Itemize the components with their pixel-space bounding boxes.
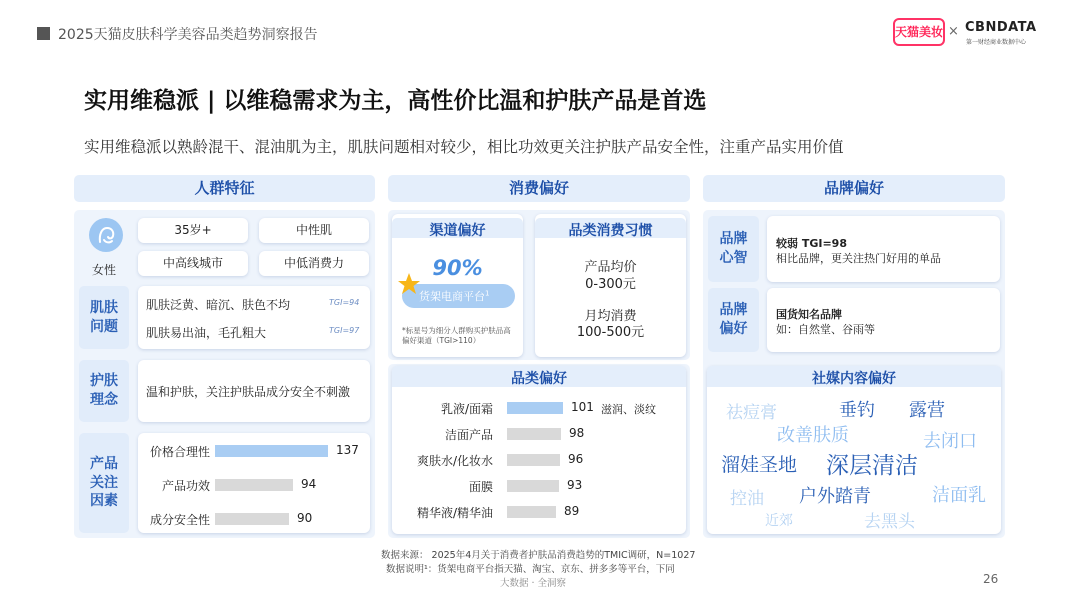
bar — [507, 402, 563, 414]
word-cloud-item: 去闭口 — [923, 431, 977, 452]
channel-name-text: 货架电商平台 — [419, 290, 485, 303]
word-cloud-item: 垂钓 — [839, 400, 875, 421]
brand-mind-text: 相比品牌，更关注热门好用的单品 — [776, 252, 941, 265]
monthly-spend-label: 月均消费 — [584, 309, 637, 324]
word-cloud-item: 控油 — [730, 489, 764, 509]
pill-city-tier: 中高线城市 — [138, 251, 248, 276]
brand-mind-label-text: 品牌心智 — [719, 231, 748, 266]
brand-pref-title: 国货知名品牌 — [776, 308, 842, 321]
bar — [507, 480, 559, 492]
factor-label — [79, 433, 129, 533]
bar-note: 滋润、淡纹 — [601, 403, 656, 416]
cbndata-logo: CBNDATA — [965, 20, 1037, 35]
bar — [215, 479, 293, 491]
pill-age: 35岁+ — [138, 218, 248, 243]
channel-title: 渠道偏好 — [429, 223, 486, 239]
bar-category-label: 价格合理性 — [149, 445, 210, 459]
column-header-crowd: 人群特征 — [74, 175, 375, 202]
bar-category-label: 爽肤水/化妆水 — [416, 454, 493, 468]
channel-value: 90% — [432, 256, 483, 280]
skin-issue-2-tgi: TGI=97 — [329, 326, 360, 335]
star-icon — [396, 271, 422, 297]
tmall-logo: 天猫美妆 — [893, 18, 945, 46]
bar-value-label: 94 — [301, 477, 317, 491]
channel-note: *标星号为细分人群购买护肤品高偏好渠道（TGI>110） — [402, 326, 511, 346]
brand-mind-label — [708, 216, 759, 282]
bar-value-label: 96 — [568, 452, 584, 466]
category-title: 品类偏好 — [511, 371, 567, 387]
page-number: 26 — [983, 572, 999, 586]
gender-label: 女性 — [92, 263, 117, 277]
concept-label-text: 护肤理念 — [90, 373, 118, 408]
word-cloud-item: 洁面乳 — [932, 485, 986, 506]
concept-label — [79, 360, 129, 422]
skin-issue-label — [79, 286, 129, 349]
cbndata-logo-sub: 第一财经商业数据中心 — [966, 39, 1027, 46]
pill-skin-type: 中性肌 — [259, 218, 369, 243]
factor-label-text: 产品关注因素 — [90, 455, 118, 510]
footer-note: 数据说明¹：货架电商平台指天猫、淘宝、京东、拼多多等平台，下同 — [386, 564, 675, 575]
skin-issue-2: 肌肤易出油，毛孔粗大 — [146, 326, 267, 340]
category-bar-chart — [392, 394, 686, 526]
word-cloud-item: 溜娃圣地 — [721, 454, 798, 476]
bar-category-label: 精华液/精华油 — [416, 506, 493, 520]
bar-category-label: 乳液/面霜 — [440, 402, 493, 416]
bar-value-label: 93 — [567, 478, 583, 492]
avg-price-value: 0-300元 — [585, 277, 636, 292]
bar-value-label: 137 — [336, 443, 359, 457]
word-cloud-item: 改善肤质 — [777, 425, 849, 446]
monthly-spend-value: 100-500元 — [576, 325, 645, 340]
footer-source: 数据来源： 2025年4月关于消费者护肤品消费趋势的TMIC调研，N=1027 — [381, 550, 696, 561]
logo-separator: × — [948, 24, 959, 39]
bar-value-label: 90 — [297, 511, 313, 525]
factor-bar-chart — [138, 433, 370, 533]
female-avatar-icon — [89, 218, 123, 252]
header-square — [37, 27, 50, 40]
bar — [507, 506, 556, 518]
pill-spending: 中低消费力 — [259, 251, 369, 276]
footer-brand: 大数据 · 全洞察 — [500, 578, 567, 589]
report-title: 2025天猫皮肤科学美容品类趋势洞察报告 — [58, 27, 318, 43]
brand-mind-title: 较弱 TGI=98 — [776, 237, 847, 250]
page-title: 实用维稳派 | 以维稳需求为主，高性价比温和护肤产品是首选 — [84, 88, 707, 114]
habit-title: 品类消费习惯 — [568, 223, 653, 239]
word-cloud-item: 近郊 — [765, 513, 793, 529]
avg-price-label: 产品均价 — [584, 260, 637, 275]
brand-pref-label — [708, 288, 759, 352]
page-subtitle: 实用维稳派以熟龄混干、混油肌为主，肌肤问题相对较少，相比功效更关注护肤产品安全性，注重产品实用价值 — [84, 138, 844, 156]
brand-pref-text: 如：自然堂、谷雨等 — [776, 323, 875, 336]
word-cloud-item: 祛痘膏 — [726, 403, 777, 423]
column-header-brand: 品牌偏好 — [703, 175, 1005, 202]
bar-category-label: 产品功效 — [161, 479, 210, 493]
channel-name — [419, 288, 489, 304]
bar — [215, 513, 289, 525]
skin-issue-1-tgi: TGI=94 — [329, 298, 360, 307]
skin-issue-1: 肌肤泛黄、暗沉、肤色不均 — [146, 298, 291, 312]
word-cloud-item: 户外踏青 — [799, 486, 871, 507]
word-cloud-item: 深层清洁 — [826, 453, 918, 479]
concept-text: 温和护肤，关注护肤品成分安全不刺激 — [146, 385, 351, 399]
bar-value-label: 89 — [564, 504, 580, 518]
social-title: 社媒内容偏好 — [812, 371, 896, 387]
bar — [507, 454, 560, 466]
column-header-consumption: 消费偏好 — [388, 175, 690, 202]
bar — [215, 445, 328, 457]
bar-category-label: 面膜 — [468, 480, 493, 494]
skin-issue-label-text: 肌肤问题 — [90, 299, 118, 335]
word-cloud-item: 去黑头 — [864, 512, 915, 532]
bar-value-label: 101 — [571, 400, 594, 414]
brand-pref-label-text: 品牌偏好 — [719, 302, 748, 337]
bar-category-label: 成分安全性 — [149, 513, 210, 527]
channel-name-sup: 1 — [485, 289, 490, 298]
bar — [507, 428, 561, 440]
word-cloud-item: 露营 — [909, 400, 945, 421]
bar-category-label: 洁面产品 — [444, 428, 493, 442]
bar-value-label: 98 — [569, 426, 585, 440]
